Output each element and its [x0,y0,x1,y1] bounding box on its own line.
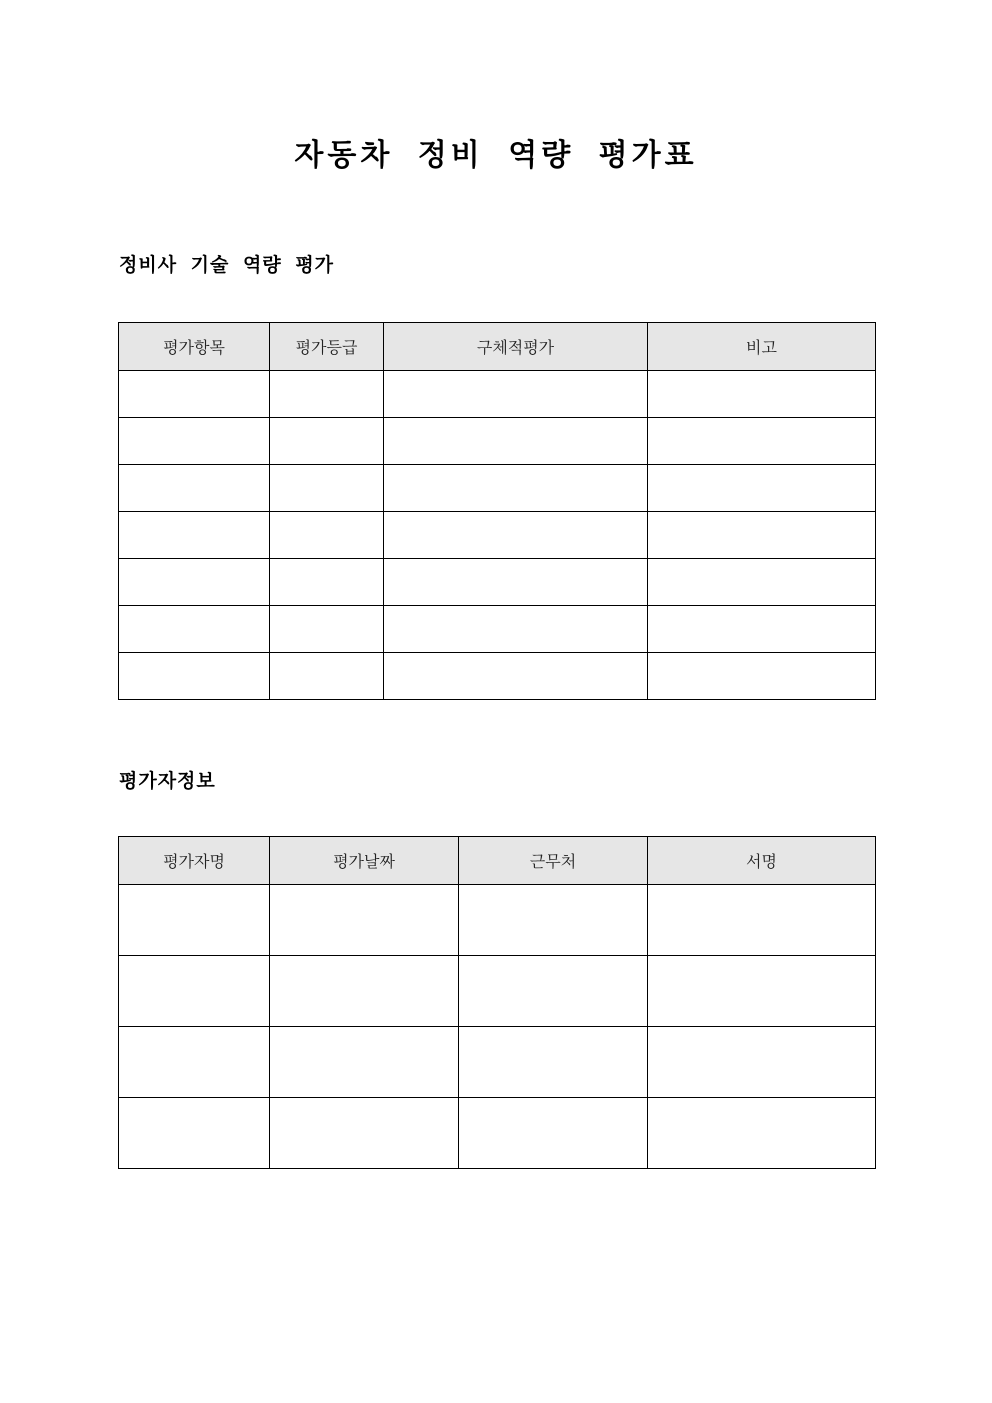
table-cell[interactable] [459,1027,648,1098]
table-row [119,653,876,700]
table-cell[interactable] [384,465,648,512]
column-header-evaluation-date: 평가날짜 [270,837,459,885]
table-cell[interactable] [119,465,270,512]
table-cell[interactable] [270,956,459,1027]
table-cell[interactable] [119,559,270,606]
table-cell[interactable] [384,512,648,559]
table-cell[interactable] [270,418,384,465]
column-header-remarks: 비고 [648,323,876,371]
table-cell[interactable] [119,606,270,653]
table-cell[interactable] [119,418,270,465]
table-cell[interactable] [270,1027,459,1098]
table-cell[interactable] [119,371,270,418]
column-header-item: 평가항목 [119,323,270,371]
table-row [119,465,876,512]
table-cell[interactable] [119,1098,270,1169]
page-title: 자동차 정비 역량 평가표 [294,138,698,173]
table-cell[interactable] [648,1027,876,1098]
table-cell[interactable] [270,885,459,956]
table-cell[interactable] [648,885,876,956]
table-header-row [119,323,876,371]
table-cell[interactable] [384,653,648,700]
skills-evaluation-table [118,322,876,700]
column-header-detail: 구체적평가 [384,323,648,371]
table-cell[interactable] [270,653,384,700]
table-cell[interactable] [270,559,384,606]
table-cell[interactable] [459,885,648,956]
evaluator-info-table [118,836,876,1169]
table-row [119,512,876,559]
table-cell[interactable] [384,418,648,465]
table-row [119,885,876,956]
table-cell[interactable] [119,512,270,559]
column-header-workplace: 근무처 [459,837,648,885]
table-cell[interactable] [384,371,648,418]
table-row [119,1027,876,1098]
table-cell[interactable] [119,885,270,956]
table-header-row [119,837,876,885]
table-cell[interactable] [270,1098,459,1169]
table-cell[interactable] [384,559,648,606]
table-cell[interactable] [119,956,270,1027]
column-header-evaluator-name: 평가자명 [119,837,270,885]
table-cell[interactable] [384,606,648,653]
table-row [119,1098,876,1169]
column-header-grade: 평가등급 [270,323,384,371]
table-cell[interactable] [648,559,876,606]
table-cell[interactable] [270,606,384,653]
table-cell[interactable] [648,653,876,700]
table-row [119,371,876,418]
table-cell[interactable] [270,371,384,418]
table-cell[interactable] [648,956,876,1027]
table-cell[interactable] [648,418,876,465]
table-cell[interactable] [459,1098,648,1169]
table-cell[interactable] [648,465,876,512]
table-row [119,559,876,606]
skills-section-heading: 정비사 기술 역량 평가 [119,254,335,276]
table-cell[interactable] [648,1098,876,1169]
table-cell[interactable] [270,465,384,512]
table-cell[interactable] [648,512,876,559]
table-cell[interactable] [648,371,876,418]
table-row [119,418,876,465]
table-row [119,606,876,653]
table-cell[interactable] [648,606,876,653]
table-cell[interactable] [459,956,648,1027]
column-header-signature: 서명 [648,837,876,885]
table-cell[interactable] [119,653,270,700]
table-cell[interactable] [119,1027,270,1098]
evaluator-section-heading: 평가자정보 [119,770,216,792]
table-row [119,956,876,1027]
table-cell[interactable] [270,512,384,559]
